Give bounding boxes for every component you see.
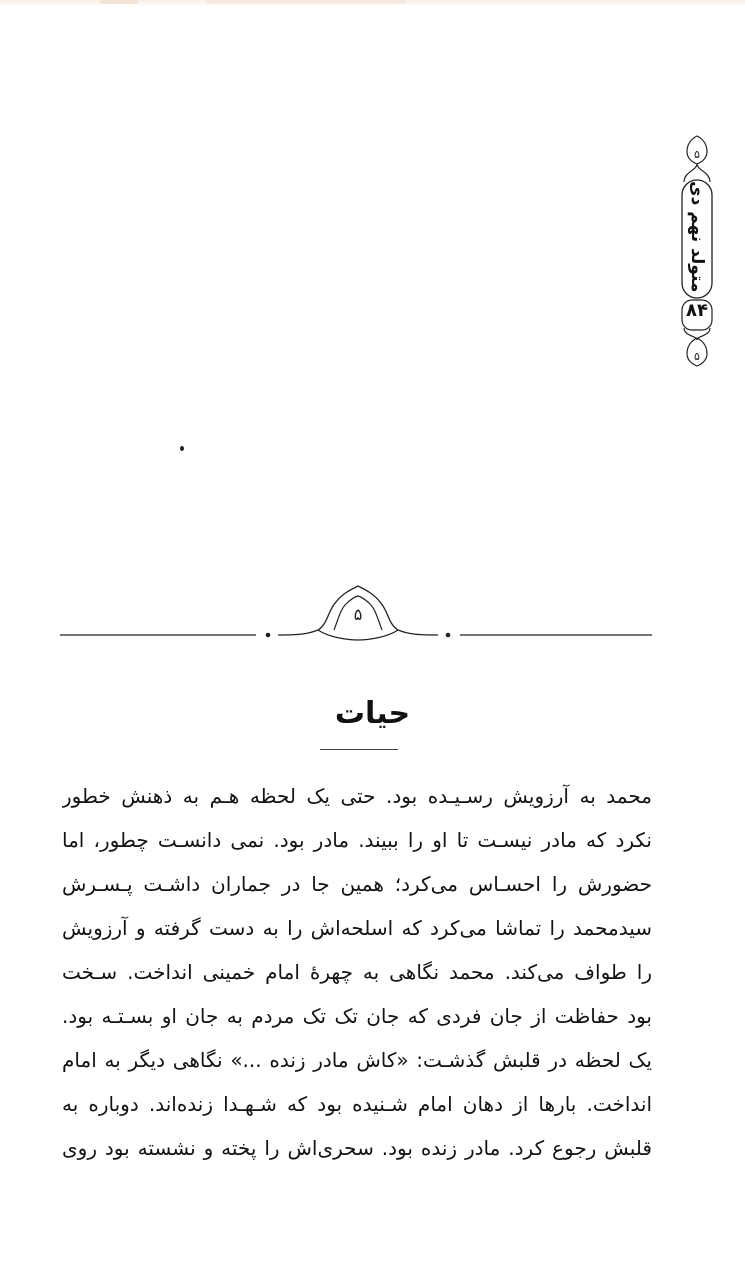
text-line: قلبش رجوع کرد. مادر زنده بود. سحری‌اش را پخته و نشسته بود روی — [62, 1136, 652, 1160]
section-ornament — [60, 580, 652, 650]
text-line: بود حفاظت از جان فردی که جان تک تک مردم به جان او بسـتـه بود. — [62, 1004, 652, 1028]
header-numeral-top: ۵ — [694, 148, 700, 161]
text-line: محمد به آرزویش رسـیـده بود. حتی یک لحظه هـم به ذهنش خطور — [62, 784, 652, 808]
text-line: سیدمحمد را تماشا می‌کرد که اسلحه‌اش را به دست گرفته و آرزویش — [62, 916, 652, 940]
text-line: نکرد که مادر نیسـت تا او را ببیند. مادر بود. نمی دانسـت چطور، اما — [62, 828, 652, 852]
edge-smudge — [100, 0, 138, 4]
ink-speck — [180, 446, 184, 451]
running-header — [674, 132, 720, 372]
text-line: حضورش را احسـاس می‌کرد؛ همین جا در جماران داشـت پـسـرش — [62, 872, 652, 896]
edge-smudge — [206, 0, 406, 4]
text-line: یک لحظه در قلبش گذشـت: «کاش مادر زنده ...» نگاهی دیگر به امام — [62, 1048, 652, 1072]
book-title-text: متولد نهم دی — [687, 181, 707, 293]
text-line: را طواف می‌کند. محمد نگاهی به چهرهٔ امام خمینی انداخت. سـخت — [62, 960, 652, 984]
book-title-vertical — [682, 182, 712, 292]
scan-top-edge — [0, 0, 745, 6]
header-numeral-bottom: ۵ — [694, 350, 700, 363]
section-title: حیات — [334, 696, 411, 731]
page-number: ۸۴ — [686, 300, 708, 321]
text-line: انداخت. بارها از دهان امام شـنیده بود که شـهـدا زنده‌اند. دوباره به — [62, 1092, 652, 1116]
ornament-numeral: ۵ — [353, 605, 363, 624]
body-paragraph — [62, 774, 652, 1170]
title-underline — [320, 749, 398, 750]
